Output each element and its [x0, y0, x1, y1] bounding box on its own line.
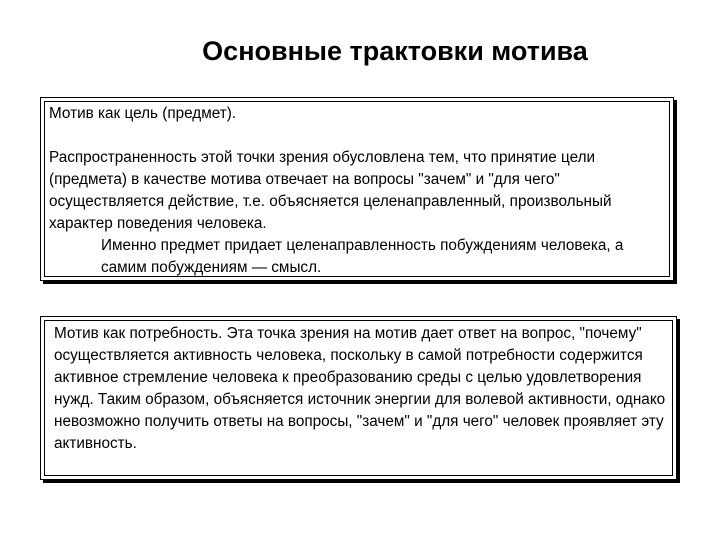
motive-as-goal-paragraph-2: Именно предмет придает целенаправленность побуждениям человека, а самим побуждениям — смысл.: [101, 237, 624, 276]
motive-as-goal-box: [40, 97, 674, 281]
paragraph-spacer: [49, 125, 665, 147]
motive-as-goal-paragraph-1: Распространенность этой точки зрения обусловлена тем, что принятие цели (предмета) в качестве мотива отвечает на вопросы "зачем" и "для чего" осуществляется действие, т.е. объясняется целенаправленный, произвольный характер поведения человека.: [49, 149, 612, 232]
motive-as-need-heading: Мотив как потребность.: [54, 325, 223, 342]
slide-title: Основные трактовки мотива: [202, 36, 588, 66]
motive-as-need-box: [40, 316, 677, 480]
motive-as-goal-heading: Мотив как цель (предмет).: [49, 105, 237, 122]
motive-as-need-text: Эта точка зрения на мотив дает ответ на вопрос, "почему" осуществляется активность человека, поскольку в самой потребности содержится активное стремление человека к преобразованию среды с целью удовлетворения нужд. Таким образом, объясняется источник энергии для волевой активности, однако невозможно получить ответы на вопросы, "зачем" и "для чего" человек проявляет эту активность.: [54, 325, 666, 452]
motive-as-need-paragraph: [49, 323, 668, 455]
